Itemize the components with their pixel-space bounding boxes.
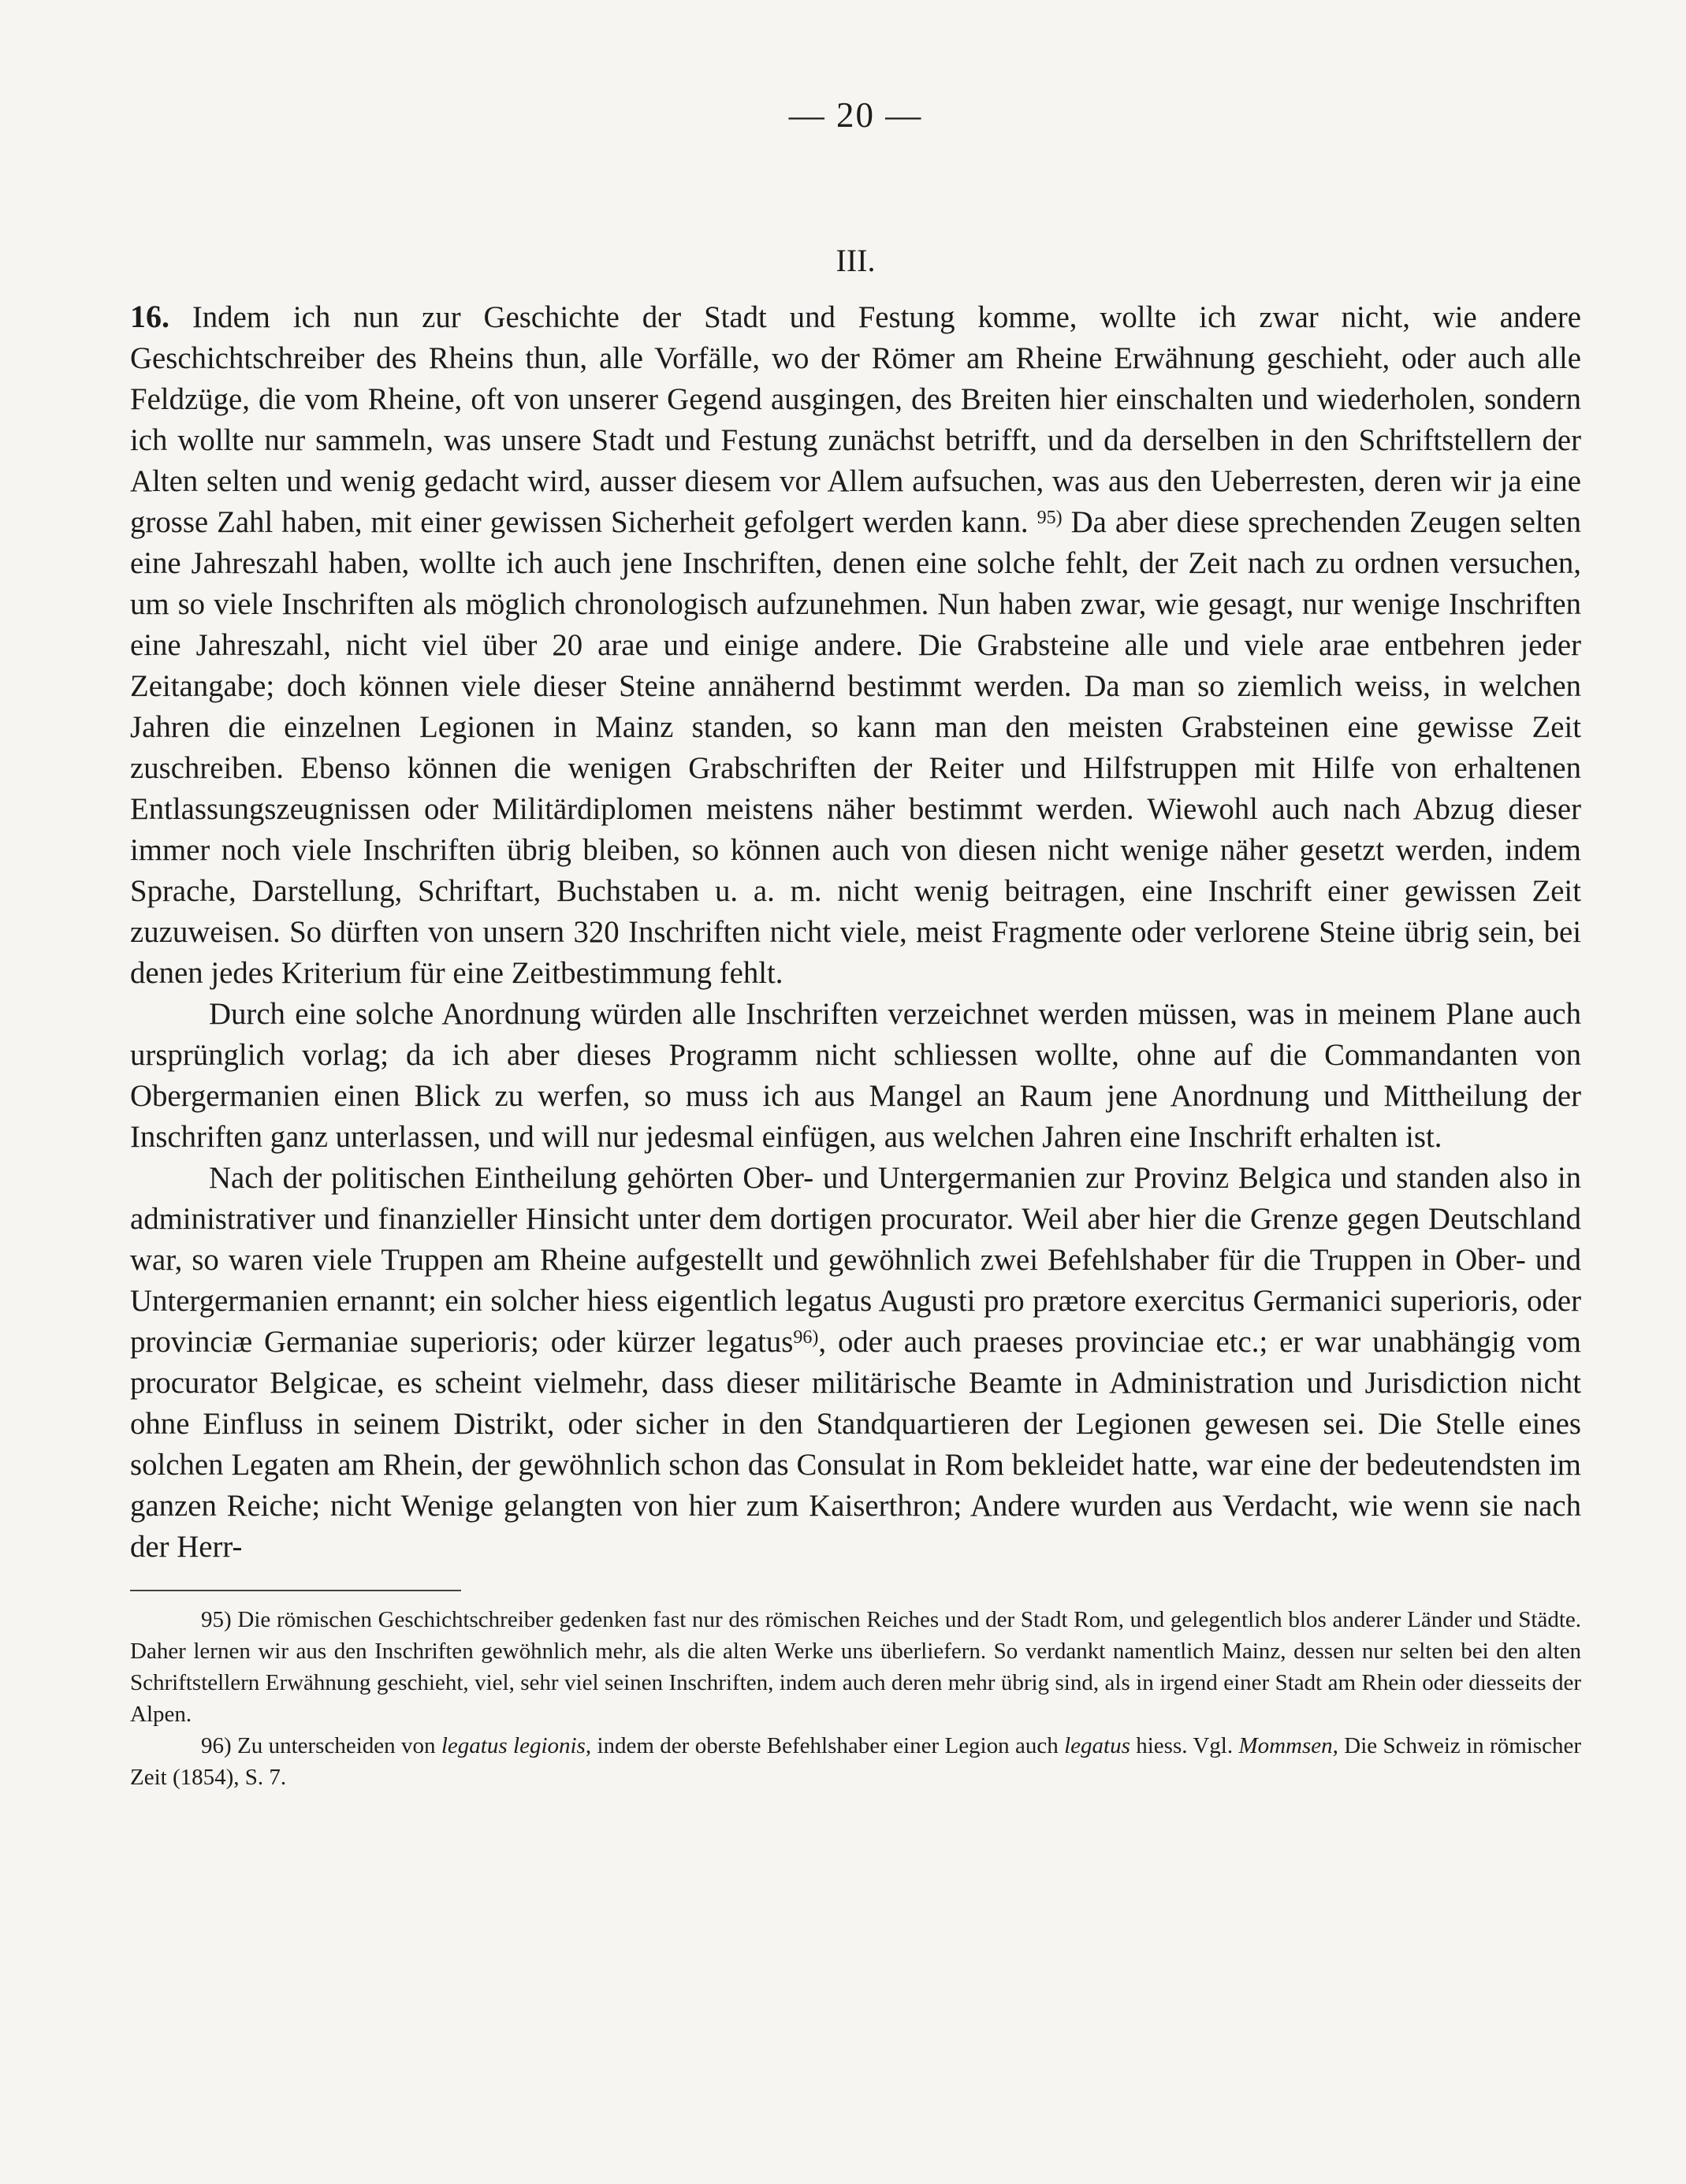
paragraph: Durch eine solche Anordnung würden alle Inschriften verzeichnet werden müssen, was in meinem Plane auch ursprünglich vorlag; da ich aber dieses Programm nicht schliessen wollte, ohne auf die Commandanten von Obergermanien einen Blick zu werfen, so muss ich aus Mangel an Raum jene Anordnung und Mittheilung der Inschriften ganz unterlassen, und will nur jedesmal einfügen, aus welchen Jahren eine Inschrift erhalten ist. xyxy=(130,997,1581,1154)
paragraph-text: Nach der politischen Eintheilung gehörten Ober- und Untergermanien zur Provinz Belgica und standen also in administrativer und finanzieller Hinsicht unter dem dortigen procurator. Weil aber hier die Grenze gegen Deutschland war, so waren viele Truppen am Rheine aufgestellt und gewöhnlich zwei Befehlshaber für die Truppen in Ober- und Untergermanien ernannt; ein solcher hiess eigentlich legatus Augusti pro prætore exercitus Germanici superioris, oder provinciæ Germaniae superioris; oder kürzer legatus xyxy=(130,1161,1581,1359)
footnote-ref-96[interactable]: 96) xyxy=(793,1327,819,1348)
footnote-text: hiess. Vgl. xyxy=(1130,1733,1239,1758)
section-heading: III. xyxy=(836,243,876,278)
paragraph-text: Da aber diese sprechenden Zeugen selten eine Jahreszahl haben, wollte ich auch jene Inschriften, denen eine solche fehlt, der Zeit nach zu ordnen versuchen, um so viele Inschriften als möglich chronologisch aufzunehmen. Nun haben zwar, wie gesagt, nur wenige Inschriften eine Jahreszahl, nicht viel über 20 arae und einige andere. Die Grabsteine alle und viele arae entbehren jeder Zeitangabe; doch können viele dieser Steine annähernd bestimmt werden. Da man so ziemlich weiss, in welchen Jahren die einzelnen Legionen in Mainz standen, so kann man den meisten Grabsteinen eine gewisse Zeit zuschreiben. Ebenso können die wenigen Grabschriften der Reiter und Hilfstruppen mit Hilfe von erhaltenen Entlassungszeugnissen oder Militärdiplomen meistens näher bestimmt werden. Wiewohl auch nach Abzug dieser immer noch viele Inschriften übrig bleiben, so können auch von diesen nicht wenige näher gesetzt werden, indem Sprache, Darstellung, Schriftart, Buchstaben u. a. m. nicht wenig beitragen, eine Inschrift einer gewissen Zeit zuzuweisen. So dürften von unsern 320 Inschriften nicht viele, meist Fragmente oder verlorene Steine übrig sein, bei denen jedes Kriterium für eine Zeitbestimmung fehlt. xyxy=(130,505,1581,990)
paragraph-number: 16. xyxy=(130,299,169,334)
footnote-text: 96) Zu unterscheiden von xyxy=(201,1733,441,1758)
paragraph-text: Indem ich nun zur Geschichte der Stadt und Festung komme, wollte ich zwar nicht, wie andere Geschichtschreiber des Rheins thun, alle Vorfälle, wo der Römer am Rheine Erwähnung geschieht, oder auch alle Feldzüge, die vom Rheine, oft von unserer Gegend ausgingen, des Breiten hier einschalten und wiederholen, sondern ich wollte nur sammeln, was unsere Stadt und Festung zunächst betrifft, und da derselben in den Schriftstellern der Alten selten und wenig gedacht wird, ausser diesem vor Allem aufsuchen, was aus den Ueberresten, deren wir ja eine grosse Zahl haben, mit einer gewissen Sicherheit gefolgert werden kann. xyxy=(130,300,1581,539)
paragraph-text: , oder auch praeses provinciae etc.; er war unabhängig vom procurator Belgicae, es scheint vielmehr, dass dieser militärische Beamte in Administration und Jurisdiction nicht ohne Einfluss in seinem Distrikt, oder sicher in den Standquartieren der Legionen gewesen sei. Die Stelle eines solchen Legaten am Rhein, der gewöhnlich schon das Consulat in Rom bekleidet hatte, war eine der bedeutendsten im ganzen Reiche; nicht Wenige gelangten von hier zum Kaiserthron; Andere wurden aus Verdacht, wie wenn sie nach der Herr- xyxy=(130,1325,1581,1564)
footnote-author: Mommsen, xyxy=(1238,1733,1338,1758)
footnote-text: Die Schweiz in römischer Zeit (1854), S. 7. xyxy=(130,1733,1581,1790)
paragraph xyxy=(130,1158,1581,1568)
footnote-ref-95[interactable]: 95) xyxy=(1037,508,1063,528)
footnote-96 xyxy=(130,1730,1581,1793)
footnote-divider xyxy=(130,1590,461,1591)
footnotes xyxy=(130,1604,1581,1793)
footnote-text: , indem der oberste Befehlshaber einer Legion auch xyxy=(585,1733,1065,1758)
paragraph-16 xyxy=(130,296,1581,994)
footnote-term: legatus legionis xyxy=(441,1733,586,1758)
page-number: — 20 — xyxy=(788,95,923,135)
footnote-term: legatus xyxy=(1064,1733,1130,1758)
main-text xyxy=(130,296,1581,1568)
footnote-95: 95) Die römischen Geschichtschreiber gedenken fast nur des römischen Reiches und der Stadt Rom, und gelegentlich blos anderer Länder und Städte. Daher lernen wir aus den Inschriften gewöhnlich mehr, als die alten Werke uns überliefern. So verdankt namentlich Mainz, dessen nur selten bei den alten Schriftstellern Erwähnung geschieht, viel, sehr viel seinen Inschriften, indem auch deren mehr übrig sind, als in irgend einer Stadt am Rhein oder diesseits der Alpen. xyxy=(130,1607,1581,1727)
